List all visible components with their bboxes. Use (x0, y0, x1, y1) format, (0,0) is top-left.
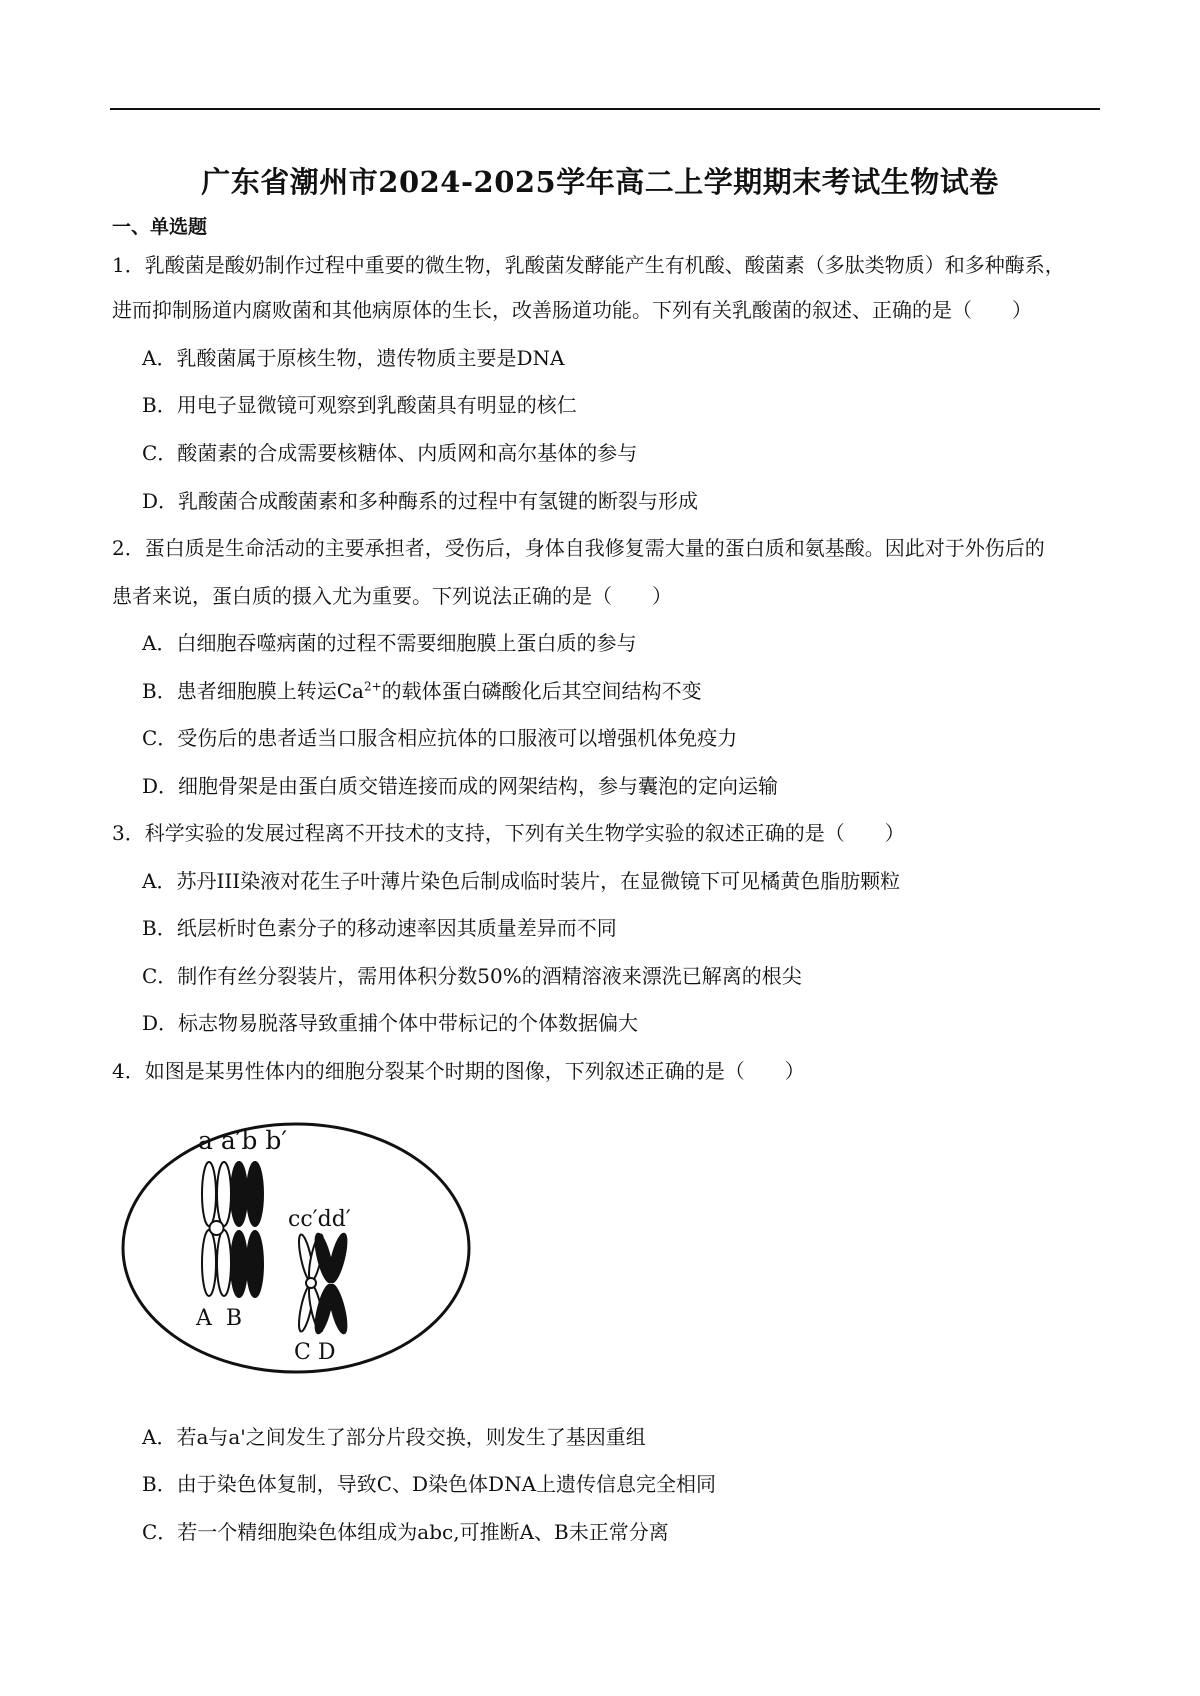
cell-membrane-outline (123, 1124, 469, 1372)
question-2-option-b-tail: 的载体蛋白磷酸化后其空间结构不变 (381, 679, 702, 703)
question-1-stem-line2: 进而抑制肠道内腐败菌和其他病原体的生长，改善肠道功能。下列有关乳酸菌的叙述、正确的是（ ） (112, 298, 1032, 322)
section-heading: 一、单选题 (112, 216, 208, 238)
question-1-option-c: C．酸菌素的合成需要核糖体、内质网和高尔基体的参与 (142, 441, 638, 465)
page-title: 广东省潮州市2024-2025学年高二上学期期末考试生物试卷 (201, 165, 999, 199)
question-2-option-b (142, 681, 1092, 701)
header-rule (110, 108, 1100, 110)
question-3-option-c: C．制作有丝分裂装片，需用体积分数50%的酒精溶液来漂洗已解离的根尖 (142, 964, 802, 988)
question-1-stem-line1: 1．乳酸菌是酸奶制作过程中重要的微生物，乳酸菌发酵能产生有机酸、酸菌素（多肽类物质）和多种酶系， (112, 253, 1065, 277)
question-4-option-a: A．若a与a'之间发生了部分片段交换，则发生了基因重组 (142, 1425, 646, 1449)
question-2-option-a: A．白细胞吞噬病菌的过程不需要细胞膜上蛋白质的参与 (142, 631, 637, 655)
question-1-option-d: D．乳酸菌合成酸菌素和多种酶系的过程中有氢键的断裂与形成 (142, 489, 699, 513)
question-1-option-a: A．乳酸菌属于原核生物，遗传物质主要是DNA (142, 346, 565, 370)
calcium-charge-superscript: 2+ (363, 679, 382, 694)
question-3-stem: 3．科学实验的发展过程离不开技术的支持，下列有关生物学实验的叙述正确的是（ ） (112, 821, 905, 845)
question-2-option-d: D．细胞骨架是由蛋白质交错连接而成的网架结构，参与囊泡的定向运输 (142, 774, 779, 798)
figure-label-ab: a a′b b′ (198, 1126, 288, 1155)
question-4-option-b: B．由于染色体复制，导致C、D染色体DNA上遗传信息完全相同 (142, 1472, 717, 1496)
question-2-option-b-head: B．患者细胞膜上转运Ca (142, 679, 364, 703)
chromosome-a (202, 1162, 231, 1296)
question-1-option-b: B．用电子显微镜可观察到乳酸菌具有明显的核仁 (142, 393, 577, 417)
question-2-option-c: C．受伤后的患者适当口服含相应抗体的口服液可以增强机体免疫力 (142, 726, 738, 750)
question-3-option-b: B．纸层析时色素分子的移动速率因其质量差异而不同 (142, 916, 617, 940)
figure-label-c-d: C D (294, 1340, 336, 1365)
question-3-option-d: D．标志物易脱落导致重捕个体中带标记的个体数据偏大 (142, 1011, 639, 1035)
question-4-option-c: C．若一个精细胞染色体组成为abc,可推断A、B未正常分离 (142, 1520, 669, 1544)
figure-label-a-b: A B (196, 1306, 243, 1331)
chromosome-d (312, 1232, 350, 1334)
figure-label-cd: cc′dd′ (288, 1207, 351, 1232)
question-2-stem-line2: 患者来说，蛋白质的摄入尤为重要。下列说法正确的是（ ） (112, 584, 672, 608)
chromosome-b (231, 1162, 263, 1297)
question-4-stem: 4．如图是某男性体内的细胞分裂某个时期的图像，下列叙述正确的是（ ） (112, 1059, 805, 1083)
question-3-option-a: A．苏丹III染液对花生子叶薄片染色后制成临时装片，在显微镜下可见橘黄色脂肪颗粒 (142, 869, 901, 893)
cell-division-diagram (116, 1118, 476, 1378)
cell-division-figure (116, 1118, 476, 1378)
question-2-stem-line1: 2．蛋白质是生命活动的主要承担者，受伤后，身体自我修复需大量的蛋白质和氨基酸。因此对于外伤后的 (112, 536, 1045, 560)
